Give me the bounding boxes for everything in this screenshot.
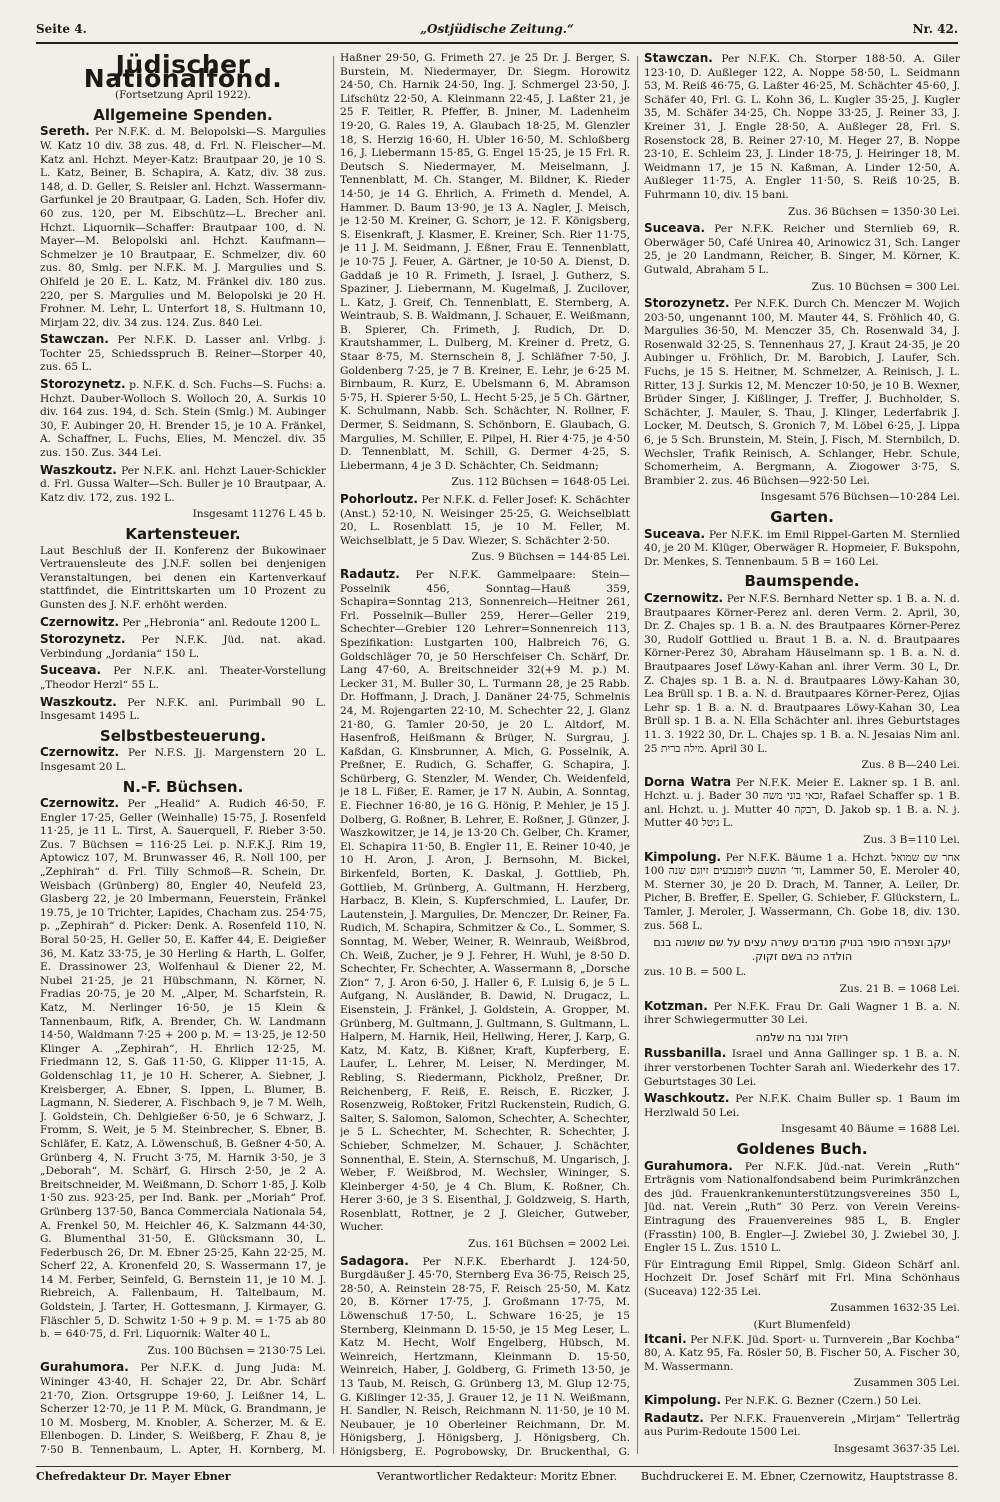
- place-name: Sereth.: [40, 124, 90, 139]
- entry-text: Per N.F.K. Reicher und Sternlieb 69, R. Oberwäger 50, Café Unirea 40, Arinowicz 31, Sch. Langer 25, je 20 Landmann, Reicher, B. Singer, M. Körner, K. Gutwald, Abraham 5 L.: [644, 223, 960, 276]
- place-name: Itcani.: [644, 1331, 687, 1346]
- entry-text: Israel und Anna Gallinger sp. 1 B. a. N. ihrer verstorbenen Tochter Sarah anl. Wiederkehr des 17. Geburtstages 30 Lei.: [644, 1048, 960, 1088]
- entry-text: Per N.F.K. Jüd. nat. akad. Verbindung „Jordania“ 150 L.: [40, 634, 326, 660]
- place-name: Suceava.: [644, 526, 706, 541]
- entry-text: Per N.F.K. d. Jung Juda: M. Wininger 43·40, H. Schajer 22, Dr. Abr. Schärf 21·70, Zion. Ortsgruppe 19·60, J. Leißner 14, L. Scherzer 12·70, je 11 P. M. Mück, G. Brandmann, je 10 M. Mosberg, M. Knobler, A. Scherzer, M. & E. Ellenbogen. D. Linder, S. Weißberg, F. Zhau 8, je 7·50 B. Tennenbaum, L. Apter, H. Kornberg, M.: [40, 1362, 326, 1456]
- entry-paragraph: Laut Beschluß der II. Konferenz der Bukowinaer Vertrauensleute des J.N.F. sollen bei denjenigen Veranstaltungen, bei denen ein Kartenverkauf stattfindet, die Eintrittskarten um 10 Prozent zu Gunsten des J. N.F. erhöht werden.: [40, 544, 326, 611]
- place-name: Kotzman.: [644, 998, 708, 1013]
- place-name: Radautz.: [340, 566, 400, 581]
- entry-text: Per N.F.K. Frau Dr. Gali Wagner 1 B. a. N. ihrer Schwiegermutter 30 Lei.: [644, 1000, 960, 1027]
- hebrew-dedication: ריוזל וגנר בת שלמה: [755, 1030, 849, 1044]
- place-name: Waszkoutz.: [40, 694, 117, 709]
- entry-total: Zus. 161 Büchsen = 2002 Lei.: [468, 1238, 630, 1251]
- entry-text: Per N.F.K. Jüd.-nat. Verein „Ruth“ Erträgnis vom Nationalfondsabend beim Purimkränzchen des jüd. Frauenkrankenunterstützungsvereines 350 L, Jüd. nat. Verein „Ruth“ 30 Perz. von Verein Vereins-Eintragung des Frauenvereines 985 L, B. Engler (Frasstin) 100, B. Engler—J. Zwiebel 30, J. Zwiebel 30, J. Engler 15 L. Zus. 1510 L.: [644, 1160, 960, 1255]
- entry-paragraph: [644, 297, 960, 488]
- entry-text: Per N.F.K. im Emil Rippel-Garten M. Sternlied 40, je 20 M. Klüger, Oberwäger R. Hopmeier, F. Bukspohn, Dr. Menkes, S. Tennenbaum. 5 B = 160 Lei.: [644, 528, 960, 568]
- entry-text: Per N.F.K. Bäume 1 a. Hchzt. אחר שם שמואל וד‘ הושעם ליופנבעים זיוגם שנה 100, Lammer 50, E. Meroler 40, M. Sterner 30, je 20 D. Drach, M. Tanner, A. Leiler, Dr. Picher, B. Breffer, E. Speller, G. Schieber, F. Glückstern, L. Tamler, J. Meroler, J. Wassermann, Ch. Gobe 18, div. 130. zus. 568 L.: [644, 851, 960, 932]
- responsible-editor: Verantwortlicher Redakteur: Moritz Ebner.: [376, 1470, 618, 1483]
- place-name: Czernowitz.: [644, 590, 724, 605]
- entry-total: Zus. 8 B—240 Lei.: [861, 759, 960, 772]
- entry-paragraph: [40, 797, 326, 1342]
- entry-total: Zus. 36 Büchsen = 1350·30 Lei.: [788, 205, 960, 218]
- printer-imprint: Buchdruckerei E. M. Ebner, Czernowitz, Hauptstrasse 8.: [640, 1470, 958, 1483]
- place-name: Sadagora.: [340, 1253, 409, 1268]
- place-name: Dorna Watra: [644, 774, 732, 789]
- entry-paragraph: [644, 776, 960, 831]
- place-name: Waschkoutz.: [644, 1091, 730, 1106]
- entry-total: Zusammen 1632·35 Lei.: [830, 1302, 960, 1315]
- entry-text: Per N.F.K. Meier E. Lakner sp. 1 B. anl. Hchzt. u. j. Bader זכאי בוני משה 30, Rafael Schaffer sp. 1 B. anl. Hchzt. u. j. Mutter רבקה 40, D. Jakob sp. 1 B. a. N. j. Mutter גיטל 40 L.: [644, 776, 960, 830]
- page-footer: [36, 1466, 958, 1485]
- entry-text: Per N.F.K. Eberhardt J. 124·50, Burgdäußer J. 45·70, Sternberg Eva 36·75, Reisch 25, 28·50, A. Reinstein 28·75, F. Reisch 25·50, M. Katz 20, B. Körner 17·75, J. Großmann 17·75, M. Löwenschuß 17·50, L. Schware 16·25, je 15 Sternberg, Kleinmann D. 15·50, je 15 Meg Leser, L. Katz M. Hecht, Wolf Engelberg, Hübsch, M. Weinreich, Hertzmann, Kleinmann D. 15·50, Weinreich, Haber, J. Goldberg, G. Frimeth 13·50, je 13 Taub, M. Reisch, G. Grünberg 13, M. Glup 12·75, G. Kißlinger 12·35, J. Grauer 12, je 11 N. Weißmann, H. Sandler, N. Reisch, Reichmann N. 11·50, je 10 M. Neubauer, je 10 Oberleiner Reichmann, Dr. M. Hönigsberg, J. Hönigsberg, J. Hönigsberg, Ch. Hönigsberg, E. Pogrobowsky, Dr. Bruckenthal, G.: [340, 1255, 630, 1457]
- entry-paragraph: [40, 664, 326, 692]
- entry-paragraph: [644, 1412, 960, 1440]
- section-heading: Kartensteuer.: [125, 525, 241, 543]
- entry-total: Zus. 10 Büchsen = 300 Lei.: [811, 280, 960, 293]
- entry-text: Per N.F.K. Jüd. Sport- u. Turnverein „Bar Kochba“ 80, A. Katz 95, Fa. Rösler 50, B. Fischer 50, A. Fischer 30, M. Wassermann.: [644, 1333, 960, 1373]
- entry-paragraph: [40, 1361, 326, 1457]
- entry-text: zus. 10 B. = 500 L.: [644, 966, 747, 979]
- chief-editor: Chefredakteur Dr. Mayer Ebner: [36, 1470, 231, 1483]
- entry-paragraph: [644, 1000, 960, 1028]
- place-name: Waszkoutz.: [40, 462, 117, 477]
- entry-text: Per N.F.K. d. Feller Josef: K. Schächter (Anst.) 52·10, N. Weisinger 25·25, G. Weichselblatt 20, L. Rosenblatt 15, je 10 M. Feller, M. Weichselblatt, je 5 Dav. Wiezer, S. Schächter 2·50.: [340, 494, 630, 547]
- entry-total: Zus. 9 Büchsen = 144·85 Lei.: [471, 551, 630, 564]
- entry-text: Per N.F.K. D. Lasser anl. Vrlbg. j. Tochter 25, Schiedsspruch B. Reiner—Storper 40, zus. 65 L.: [40, 334, 326, 374]
- place-name: Suceava.: [40, 663, 102, 678]
- column-3: [644, 52, 960, 1457]
- entry-paragraph: [644, 851, 960, 934]
- place-name: Storozynetz.: [644, 296, 730, 311]
- section-heading: Selbstbesteuerung.: [99, 726, 267, 745]
- entry-total: Zus. 21 B. = 1068 Lei.: [839, 983, 960, 995]
- entry-paragraph: [40, 333, 326, 375]
- entry-paragraph: [40, 378, 326, 461]
- entry-text: Per N.F.K. anl. Purimball 90 L. Insgesamt 1495 L.: [40, 696, 326, 723]
- newspaper-title: „Ostjüdische Zeitung.“: [420, 22, 574, 36]
- column-rule: [333, 56, 334, 1454]
- entry-paragraph: [40, 696, 326, 724]
- entry-text: Per N.F.S. Bernhard Netter sp. 1 B. a. N. d. Brautpaares Körner-Perez anl. deren Verm. 2. April, 30, Dr. Z. Chajes sp. 1 B. a. N. des Brautpaares Körner-Perez 30, Rudolf Gottlied u. Braut 1 B. a. N. d. Brautpaares Körner-Perez 30, Abraham Häuselmann sp. 1 B. a. N. d. Brautpaares Josef Löwy-Kahan anl. ihrer Verm. 30 L, Dr. Z. Chajes sp. 1 B. a. N. d. Brautpaares Löwy-Kahan 30, Lea Brüll sp. 1 B. a. N. d. Brautpaares Körner-Perez, Ojias Lehr sp. 1 B. a. N. d. Brautpaares Löwy-Kahan 30, Lea Brüll sp. 1 B. a. N. Ella Schächter anl. ihres Geburtstages 11. 3. 1922 30, Dr. L. Chajes sp. 1 B. a. N. Jesaias Nim anl. מילה ברית 25. April 30 L.: [644, 592, 960, 755]
- entry-total: Insgesamt 576 Büchsen—10·284 Lei.: [760, 491, 960, 504]
- issue-number: Nr. 42.: [912, 22, 958, 36]
- entry-text: Per „Hebronia“ anl. Redoute 1200 L.: [122, 616, 321, 629]
- entry-text: Per N.F.K. Durch Ch. Menczer M. Wojich 203·50, ungenannt 100, M. Mauter 44, S. Fröhlich 40, G. Margulies 36·50, M. Menczer 35, Ch. Rosenwald 34, J. Rosenwald 32·25, S. Tennenhaus 27, J. Kraut 24·35, je 20 Aubinger u. Fröhlich, Dr. M. Barobich, J. Laufer, Sch. Fuchs, je 15 S. Heitner, M. Schmelzer, A. Reinisch, J. L. Ritter, 13 J. Surkis 12, M. Menczer 10·50, je 10 B. Wexner, Brüder Singer, J. Kißlinger, J. Treffer, J. Buchholder, S. Schächter, J. Mauler, S. Thau, J. Klinger, Lederfabrik J. Locker, M. Deutsch, S. Gronich 7, M. Löbel 6·25, J. Lippa 6, je 5 Sch. Brunstein, M. Stein, J. Fisch, M. Sternbilch, D. Wechsler, Trafik Reinisch, A. Schlanger, Hebr. Schule, Schomerheim, A. Bergmann, A. Ziogower 3·75, S. Brambier 2. zus. 46 Büchsen—922·50 Lei.: [644, 298, 960, 487]
- entry-text: Per „Healid“ A. Rudich 46·50, F. Engler 17·25, Geller (Weinhalle) 15·75, J. Rosenfeld 11·25, je 11 L. Tirst, A. Sauerquell, F. Rieber 3·50. Zus. 7 Büchsen = 116·25 Lei. p. N.F.K.J. Rim 19, Aptowicz 107, M. Brunwasser 46, R. Noll 100, per „Zephirah“ d. Frl. Tilly Schmoß—R. Schein, Dr. Weisbach (Grünberg) 80, Engler 40, Neufeld 23, Glasberg 22, je 20 Imbermann, Feuerstein, Fränkel 19.75, je 10 Trichter, Lapides, Chacham zus. 254·75, p. „Zephirah“ d. Picker: Denk. A. Rosenfeld 110, N. Boral 50·25, H. Geller 50, E. Kaffer 44, E. Deigießer 36, M. Katz 33·75, je 30 Herling & Harth, L. Golfer, E. Drassinower 23, Wolfenhaul & Diener 22, M. Nubel 21·25, je 21 Hübschmann, N. Körner, N. Fradias 20·75, je 20 M. „Alper, M. Scharfstein, R. Katz, M. Nerlinger 16·50, je 15 Klein & Tannenbaum, Rifk, A. Brender, Ch. W. Landmann 14·50, Waldmann 7·25 + 200 p. M. = 13·25, je 12·50 Klinger A. „Zephirah“, H. Ehrlich 12·25, M. Friedmann 12, S. Gaß 11·50, G. Klipper 11·15, A. Goldenschlag 11, je 10 H. Scherer, A. Siebner, J. Kreisberger, A. Ebner, S. Ippen, L. Blumer, B. Lagmann, N. Siederer, A. Fischbach 9, je 7 M. Welh, J. Goldstein, Ch. Dehlgießer 6·50, je 6 Schwarz, J. Fromm, S. Weit, je 5 M. Steinbrecher, S. Ebner, B. Schläfer, E. Katz, A. Löwenschuß, B. Geßner 4·50, A. Grünberg 4, N. Frucht 3·75, M. Harnik 3·50, je 3 „Deborah“, M. Schärf, G. Hirsch 2·50, je 2 A. Breitschneider, M. Weißmann, D. Schorr 1·85, J. Kolb 1·50 zus. 923·25, per Ind. Bank. per „Moriah“ Prof. Grünberg 137·50, Banca Commerciala Nationala 54, A. Frenkel 50, M. Heichler 46, K. Salzmann 44·30, G. Blumenthal 31·50, E. Glücksmann 30, L. Federbusch 26, Dr. M. Ebner 25·25, Kahn 22·25, M. Scherf 22, A. Kronenfeld 20, S. Wassermann 17, je 14 M. Ferber, Seinfeld, G. Bernstein 11, je 10 M. J. Riebreich, A. Fallenbaum, H. Taltelbaum, M. Goldstein, J. Tarter, H. Gottesmann, J. Kirmayer, G. Fläschler 5, D. Schwitz 1·50 + 9 p. M. = 1·75 ab 80 b. = 640·75, d. Frl. Liquornik: Walter 40 L.: [40, 798, 326, 1341]
- entry-paragraph: [644, 1333, 960, 1375]
- entry-note: (Kurt Blumenfeld): [753, 1319, 851, 1332]
- entry-paragraph: [644, 592, 960, 756]
- place-name: Storozynetz.: [40, 377, 126, 392]
- section-heading: Garten.: [770, 508, 834, 526]
- entry-text: Per N.F.K. anl. Theater-Vorstellung „Theodor Herzl“ 55 L.: [40, 665, 326, 691]
- entry-text: Per N.F.K. Frauenverein „Mirjam“ Tellerträg aus Purim-Redoute 1500 Lei.: [644, 1412, 960, 1439]
- place-name: Kimpolung.: [644, 1393, 722, 1408]
- entry-paragraph: Für Eintragung Emil Rippel, Smlg. Gideon Schärf anl. Hochzeit Dr. Josef Schärf mit Frl. Mina Schönhaus (Suceava) 122·35 Lei.: [644, 1258, 960, 1298]
- column-1: [40, 52, 326, 1457]
- article-continuation: (Fortsetzung April 1922).: [114, 89, 252, 102]
- entry-paragraph: [40, 616, 326, 631]
- page-number: Seite 4.: [36, 22, 87, 36]
- place-name: Czernowitz.: [40, 614, 120, 629]
- place-name: Suceava.: [644, 221, 706, 236]
- column-2: [340, 52, 630, 1457]
- entry-total: Zusammen 305 Lei.: [853, 1377, 960, 1390]
- entry-text: Per N.F.K. Ch. Storper 188·50. A. Giler 123·10, D. Außleger 122, A. Noppe 58·50, L. Seidmann 53, M. Reiß 46·75, G. Laßter 46·25, M. Schächter 45·60, J. Schäfer 40, Frl. G. L. Kohn 36, L. Kugler 35·25, J. Kugler 35, M. Schäfer 34·25, Ch. Noppe 33·25, J. Reiner 33, J. Kreiner 31, J. Engle 28·50, A. Außleger 28, Frl. S. Rosenstock 28, B. Reiner 27·10, M. Heger 27, B. Noppe 23·10, E. Schleim 23, J. Linder 18·75, J. Heiringer 18, M. Weidmann 17, je 15 N. Kaßman, A. Linder 12·50, A. Außleger 11·75, A. Engler 11·50, S. Reiß 10·25, B. Fuhrmann 10, div. 15 bani.: [644, 53, 960, 201]
- column-rule: [637, 56, 638, 1454]
- place-name: Stawczan.: [40, 332, 109, 347]
- entry-total: Zus. 100 Büchsen = 2130·75 Lei.: [147, 1344, 326, 1357]
- entry-paragraph: [40, 746, 326, 774]
- place-name: Storozynetz.: [40, 632, 126, 647]
- page-header: [36, 18, 958, 44]
- place-name: Pohorloutz.: [340, 492, 418, 506]
- entry-total: Zus. 112 Büchsen = 1648·05 Lei.: [451, 476, 630, 489]
- place-name: Kimpolung.: [644, 849, 722, 864]
- entry-paragraph: [644, 52, 960, 203]
- entry-text: Per N.F.K. anl. Hchzt Lauer-Schickler d. Frl. Gussa Walter—Sch. Buller je 10 Brautpaar, A. Katz div. 172, zus. 192 L.: [40, 464, 326, 504]
- entry-text: Per N.F.K. G. Bezner (Czern.) 50 Lei.: [724, 1395, 922, 1408]
- place-name: Czernowitz.: [40, 796, 120, 811]
- entry-paragraph: [644, 1160, 960, 1256]
- entry-paragraph: [644, 528, 960, 570]
- article-title: Jüdischer Nationalfond.: [83, 52, 283, 93]
- entry-paragraph: [644, 1092, 960, 1120]
- entry-text: Per N.F.K. Gammelpaare: Stein—Posselnik 456, Sonntag—Hauß 359, Schapira=Sonntag 213, Sonnenreich—Heitner 261, Frl. Posselnik—Buller 259, Herer—Geller 219, Schechter—Grebier 120 Lehrer=Sonnenreich 113, Spezifikation: Lustgarten 100, Halbreich 76, G. Goldschläger 70, je 50 Herschfeiser Ch. Schärf, Dr. Lang 47·60, A. Breitschneider 32(+9 M. p.) M. Lecker 31, M. Buller 30, L. Turmann 28, je 25 Rabb. Dr. Hoffmann, J. Drach, J. Danäner 24·75, Schmelnis 24, M. Rojengarten 22·10, M. Schechter 22, J. Glanz 21·80, G. Tamler 20·50, je 20 L. Altdorf, M. Hasenfroß, Heißmann & Brüger, N. Surgrau, J. Kaßdan, G. Kinsbrunner, A. Mich, G. Posselnik, A. Preßner, E. Rudich, G. Schaffer, G. Schapira, J. Schürberg, G. Stenzler, M. Wender, Ch. Weidenfeld, je 18 L. Fißer, E. Ramer, je 17 N. Aubin, A. Sonntag, E. Fiechner 16·80, je 16 G. Hönig, P. Mehler, je 15 J. Dolberg, G. Roßner, B. Lehrer, E. Roßner, J. Günzer, J. Waszkowitzer, je 14, je 13·20 Ch. Gelber, Ch. Kramer, El. Schapira 11·50, B. Engler 11, E. Reiner 10·40, je 10 H. Aron, J. Aron, J. Bernsohn, M. Bickel, Birkenfeld, Borten, K. Daskal, J. Gottlieb, Ph. Gottlieb, M. Grünberg, A. Gultmann, H. Herzberg, Harbacz, B. Klein, S. Kupferschmied, L. Laufer, Dr. Lautenstein, J. Margulies, Dr. Menczer, Dr. Reiner, Fa. Rudich, M. Schapira, Schmitzer & Co., L. Sommer, S. Sonntag, M. Weber, Weiner, R. Weinraub, Weißbrod, Ch. Weiß, Zucher, je 9 J. Fehrer, H. Wuhl, je 8·50 D. Schechter, Fr. Schechter, A. Wassermann 8, „Dorsche Zion“ 7, J. Aron 6·50, J. Haller 6, F. Luisig 6, je 5 L. Aufgang, N. Ausländer, B. Dawid, N. Drugacz, L. Eisenstein, J. Fränkel, J. Goldstein, A. Gropper, M. Grünberg, M. Gultmann, J. Gultmann, S. Gultmann, L. Halpern, M. Harnik, Heil, Hellwing, Herer, J. Karp, G. Katz, M. Katz, B. Kißner, Kraft, Kupferberg, E. Laufer, L. Lehrer, M. Leiser, N. Merdinger, M. Rebling, S. Riedermann, Pickholz, Preßner, Dr. Reichenberg, F. Reiß, E. Reisch, E. Riczker, J. Rosenzweig, Roßtoker, Fritzl Ruckenstein, Rudich, G. Salter, S. Salomon, Salomon, Schechter, A. Schechter, je 5 L. Schechter, M. Schechter, R. Schechter, J. Schieber, Schmelzer, M. Schauer, J. Schächter, Sonnenthal, E. Stein, A. Sternschuß, M. Ungarisch, J. Weber, F. Weißbrod, M. Wechsler, Wininger, S. Kleinberger 4·50, je 4 Ch. Blum, K. Roßner, Ch. Herer 3·60, je 3 S. Eisenthal, J. Goldzweig, S. Harth, Rosenblatt, Rottner, je 2 J. Gleicher, Gutweber, Wucher.: [340, 568, 630, 1234]
- section-heading: Baumspende.: [744, 572, 860, 591]
- entry-paragraph: Haßner 29·50, G. Frimeth 27. je 25 Dr. J. Berger, S. Burstein, M. Niedermayer, Dr. Siegm. Horowitz 24·50, Ch. Harnik 24·50, Ing. J. Schmergel 23·50, J. Lifschütz 22·50, A. Kleinmann 22·45, J. Laßter 21, je 25 F. Teitler, R. Pfeffer, B. Jniner, M. Ladenheim 19·20, G. Rales 19, A. Glaubach 18·25, M. Glenzler 18, S. Herzig 16·60, H. Ubler 16·50, M. Schloßberg 16, J. Liebermann 15·85, G. Engel 15·25, je 15 Frl. R. Deutsch S. Niedermayer, M. Meiselmann, J. Tennenblatt, M. Ch. Stanger, M. Bildner, K. Rieder 14·50, je 14 G. Ehrlich, A. Frimeth d. Mendel, A. Hammer. D. Baum 13·90, je 13 A. Nagler, J. Meisch, je 12·50 M. Kreiner, G. Schorr, je 12. F. Königsberg, S. Eisenkraft, J. Klasmer, E. Kreiner, Sch. Rier 11·75, je 11 J. M. Seidmann, J. Eßner, Frau E. Tennenblatt, je 10·75 J. Feuer, A. Gärtner, je 10·50 A. Dienst, D. Gaddaß je 10 R. Frimeth, J. Israel, J. Gutherz, S. Spaziner, J. Liebermann, M. Kugelmaß, J. Zucilover, L. Katz, J. Greif, Ch. Tennenblatt, E. Sternberg, A. Weintraub, S. B. Waldmann, J. Schauer, E. Weißmann, B. Spierer, Ch. Frimeth, J. Rudich, Dr. D. Krautshammer, L. Dulberg, M. Kreiner d. Pretz, G. Staar 8·75, M. Sternschein 8, J. Schläfner 7·50, J. Goldenberg 7·25, je 7 B. Kreiner, E. Lehr, je 6·25 M. Birnbaum, R. Kurz, E. Ubelsmann 6, M. Abramson 5·75, H. Spierer 5·50, L. Hecht 5·25, je 5 Ch. Gärtner, K. Schulmann, Nabb. Sch. Schächter, N. Rollner, F. Dermer, S. Seidmann, S. Schönborn, E. Glaubach, G. Margulies, M. Schiller, E. Pilpel, H. Rier 4·75, je 4·50 D. Tennenblatt, M. Schill, G. Dermer 4·25, S. Liebermann, 4 je 3 D. Schächter, Ch. Seidmann;: [340, 52, 630, 472]
- place-name: Russbanilla.: [644, 1046, 727, 1061]
- entry-text: Per N.F.K. d. M. Belopolski—S. Margulies W. Katz 10 div. 38 zus. 48, d. Frl. N. Fleischer—M. Katz anl. Hchzt. Meyer-Katz: Brautpaar 20, je 10 S. L. Katz, Beiner, B. Schapira, A. Katz, div. 38 zus. 148, d. D. Geller, S. Reisler anl. Hchzt. Wassermann-Garfunkel je 20 Brautpaar, G. Laden, Sch. Hofer div. 60 zus. 120, per M. Eibschütz—L. Brecher anl. Hchzt. Liquornik—Schaffer: Brautpaar 100, d. N. Mayer—M. Belopolski anl. Hchzt. Kaufmann—Schmelzer je 10 Brautpaar, E. Schmelzer, div. 60 zus. 80, Smlg. per N.F.K. M. J. Margulies und S. Ohlfeld je 20 E. L. Katz, M. Fränkel div. 180 zus. 220, per S. Margulies und M. Belopolski je 20 H. Frohner. M. Lehr, L. Unterfort 18, S. Hultmann 10, Mirjam 22, div. 34 zus. 124. Zus. 840 Lei.: [40, 126, 326, 329]
- section-heading: N.-F. Büchsen.: [122, 777, 244, 796]
- section-heading: Goldenes Buch.: [736, 1139, 868, 1158]
- entry-paragraph: [644, 1394, 960, 1409]
- entry-paragraph: [644, 222, 960, 277]
- entry-paragraph: [644, 1047, 960, 1089]
- entry-paragraph: [40, 633, 326, 661]
- entry-paragraph: [340, 1255, 630, 1457]
- place-name: Gurahumora.: [644, 1158, 733, 1173]
- entry-total: Zus. 3 B=110 Lei.: [863, 834, 960, 847]
- entry-text: Per N.F.S. Jj. Margenstern 20 L. Insgesamt 20 L.: [40, 747, 326, 773]
- entry-paragraph: [340, 568, 630, 1235]
- section-heading: Allgemeine Spenden.: [93, 105, 273, 124]
- entry-total: Insgesamt 3637·35 Lei.: [833, 1442, 960, 1455]
- place-name: Stawczan.: [644, 52, 713, 65]
- entry-paragraph: [40, 125, 326, 330]
- entry-text: Per N.F.K. Chaim Buller sp. 1 Baum im Herzlwald 50 Lei.: [644, 1093, 960, 1119]
- place-name: Gurahumora.: [40, 1360, 129, 1375]
- entry-text: p. N.F.K. d. Sch. Fuchs—S. Fuchs: a. Hchzt. Dauber-Wolloch S. Wolloch 20, A. Surkis 10 div. 164 zus. 194, d. Sch. Stein (Smlg.) M. Aubinger 30, F. Aubinger 20, H. Brender 15, je 10 A. Fränkel, A. Schaffner, L. Fuchs, Elies, M. Menczel. div. 35 zus. 150. Zus. 344 Lei.: [40, 379, 326, 460]
- place-name: Radautz.: [644, 1410, 704, 1425]
- place-name: Czernowitz.: [40, 745, 120, 760]
- entry-total: Insgesamt 11276 L 45 b.: [192, 508, 326, 521]
- entry-paragraph: [340, 493, 630, 548]
- hebrew-dedication: יעקב וצפרה סופר בנויק מנדבים עשרה עצים על שם שושנה בנם הולדה כה בשם זקוק.: [653, 936, 951, 963]
- entry-paragraph: [40, 464, 326, 506]
- entry-total: Insgesamt 40 Bäume = 1688 Lei.: [780, 1123, 960, 1136]
